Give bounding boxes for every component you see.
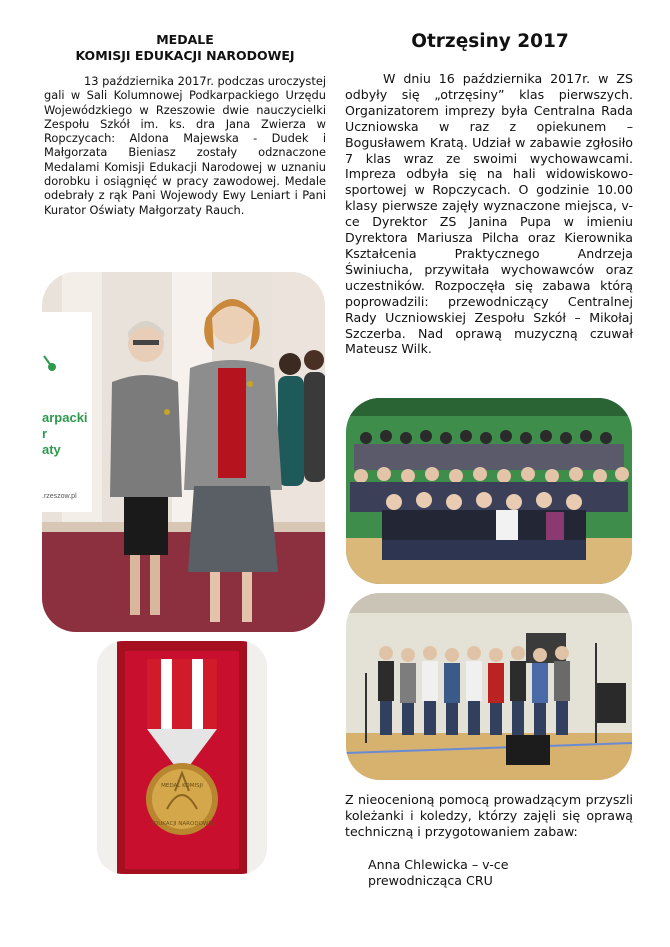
banner-url: .rzeszow.pl [42,493,77,500]
medal-text-2: EDUKACJI NARODOWEJ [150,821,214,827]
heading-line-medale: MEDALE [156,32,214,47]
banner-text-1: arpacki [42,410,88,425]
closing-paragraph: Z nieocenioną pomocą prowadzącym przyszli koleżanki i koledzy, którzy zajęli się oprawą techniczną i przygotowaniem zabaw: [345,792,633,839]
left-article-heading [40,32,330,64]
signature-role: prewodnicząca CRU [368,873,493,888]
banner-text-3: aty [42,442,61,457]
left-article-body: 13 października 2017r. podczas uroczystej gali w Sali Kolumnowej Podkarpackiego Urzędu Wojewódzkiego w Rzeszowie dwie nauczycielki Zespołu Szkół im. ks. dra Jana Zwierza w Ropczycach: Aldona Majewska - Dudek i Małgorzata Bieniasz zostały odznaczone Medalami Komisji Edukacji Narodowej w uznaniu dorobku i osiągnięć w pracy zawodowej. Medale odebrały z rąk Pani Wojewody Ewy Leniart i Pani Kurator Oświaty Małgorzaty Rauch. [44,74,326,217]
signature-name: Anna Chlewicka – v-ce [368,857,509,872]
photo-medal [97,641,267,874]
photo-students-group [346,398,632,584]
banner-text-2: r [42,426,48,441]
medal-text-1: MEDAL KOMISJI [161,783,203,789]
right-article-heading: Otrzęsiny 2017 [411,31,569,52]
heading-line-ken: KOMISJI EDUKACJI NARODOWEJ [75,48,295,63]
right-article-body: W dniu 16 października 2017r. w ZS odbyły się „otrzęsiny” klas pierwszych. Organizatorem imprezy była Centralna Rada Uczniowska w raz z opiekunem – Bogusławem Kratą. Udział w zabawie zgłosiło 7 klas wraz ze swoimi wychowawcami. Impreza odbyła się na hali widowiskowo-sportowej w Ropczycach. O godzinie 10.00 klasy pierwsze zajęły wyznaczone miejsca, v-ce Dyrektor ZS Janina Pupa w imieniu Dyrektora Mariusza Pilcha oraz Kierownika Kształcenia Praktycznego Andrzeja Świniucha, przywitała wychowawców oraz uczestników. Rozpoczęła się zabawa którą poprowadzili: przewodniczący Centralnej Rady Uczniowskiej Zespołu Szkół – Mikołaj Szczerba. Nad oprawą muzyczną czuwał Mateusz Wilk. [345,71,633,357]
photo-award-ceremony [42,272,325,632]
photo-students-stage [346,593,632,780]
